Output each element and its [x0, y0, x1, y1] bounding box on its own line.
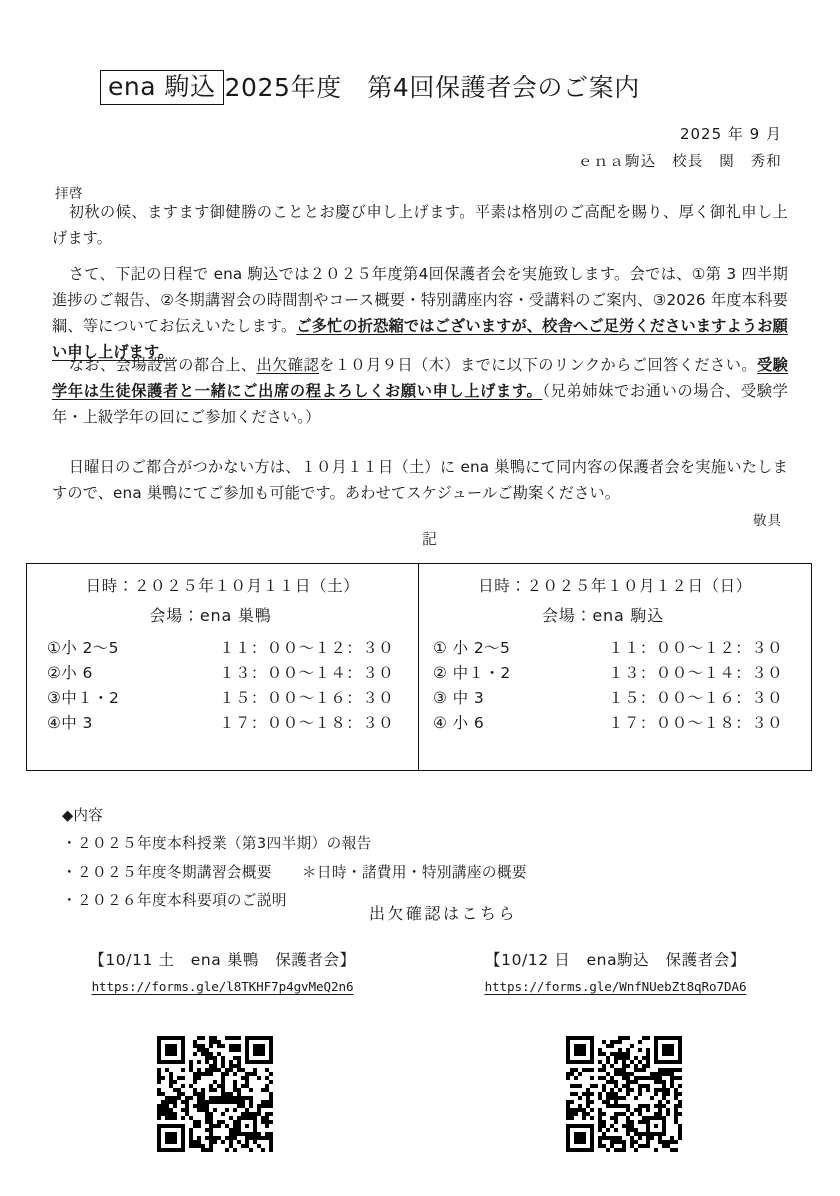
schedule-row-label: ③ 中 3	[433, 689, 485, 708]
schedule-row-label: ④中 3	[47, 714, 93, 733]
schedule-row-time: １５：００〜１６：３０	[608, 689, 783, 708]
document-date: 2025 年 9 月	[679, 125, 782, 143]
rsvp-text-part3: （兄弟姉妹でお通いの場合、受験学年・上級学年の回にご参加ください。）	[52, 382, 788, 427]
schedule-datetime-label: 日時：２０２５年１０月１２日（日）	[478, 577, 752, 595]
links-section	[26, 948, 812, 994]
schedule-row-time: １７：００〜１８：３０	[219, 714, 394, 733]
qr-code-icon-sugamo[interactable]	[157, 1036, 273, 1152]
schedule-row-label: ①小 2〜5	[47, 639, 119, 657]
main-text-emphasis: ご多忙の折恐縮ではございますが、校舎へご足労くださいますようお願い申し上げます。	[52, 317, 788, 362]
schedule-rows	[27, 636, 418, 736]
schedule-row-label: ② 中１・2	[433, 664, 511, 683]
link-title-sugamo: 【10/11 土 ena 巣鴨 保護者会】	[89, 951, 356, 969]
form-url-komagome[interactable]: https://forms.gle/WnfNUebZt8qRo7DA6	[484, 979, 747, 994]
schedule-row-time: １５：００〜１６：３０	[219, 689, 394, 708]
table-row	[431, 661, 793, 686]
list-item: ・２０２６年度本科要項のご説明	[62, 892, 287, 910]
main-text-part1: さて、下記の日程で ena 駒込では２０２５年度第4回保護者会を実施致します。会では、①第 3 四半期進捗のご報告、②冬期講習会の時間割やコース概要・特別講座内容・受講料のご案内、③2026 年度本科要綱、等についてお伝えいたします。	[52, 265, 788, 336]
list-item	[62, 859, 527, 887]
rsvp-text-part1: なお、会場設営の都合上、	[68, 356, 257, 374]
closing-word: 敬具	[753, 513, 782, 529]
table-row	[45, 686, 404, 711]
paragraph-greeting	[52, 199, 788, 251]
schedule-column-komagome	[419, 564, 811, 770]
contents-section	[62, 802, 527, 916]
link-column-sugamo	[26, 948, 419, 994]
attendance-instruction: 出欠確認はこちら	[368, 904, 517, 923]
qr-code-row	[26, 1036, 812, 1152]
greeting-text: 初秋の候、ますます御健勝のこととお慶び申し上げます。平素は格別のご高配を賜り、厚く御礼申し上げます。	[52, 203, 788, 248]
ena-komagome-logo: ena 駒込	[100, 70, 224, 105]
schedule-row-time: １７：００〜１８：３０	[608, 714, 783, 733]
schedule-row-time: １３：００〜１４：３０	[608, 664, 783, 683]
qr-cell-sugamo	[26, 1036, 417, 1152]
ki-mark: 記	[421, 530, 438, 548]
schedule-row-label: ④ 小 6	[433, 714, 485, 733]
contents-item-2-note: ＊日時・諸費用・特別講座の概要	[301, 863, 527, 881]
schedule-venue-label: 会場：ena 駒込	[541, 606, 665, 625]
link-title-komagome: 【10/12 日 ena駒込 保護者会】	[485, 951, 746, 969]
rsvp-paragraph-wrap	[52, 352, 788, 430]
schedule-rows	[419, 636, 811, 736]
main-paragraph-wrap	[52, 261, 788, 366]
list-item: ・２０２５年度本科授業（第3四半期）の報告	[62, 835, 372, 853]
rsvp-underline-attendance: 出欠確認	[256, 356, 320, 374]
qr-cell-komagome	[417, 1036, 812, 1152]
qr-code-icon-komagome[interactable]	[566, 1036, 682, 1152]
schedule-row-label: ②小 6	[47, 664, 93, 683]
contents-item-2-text: ・２０２５年度冬期講習会概要	[62, 863, 272, 881]
schedule-table	[26, 563, 812, 771]
rsvp-text-emphasis: 受験学年は生徒保護者と一緒にご出席の程よろしくお願い申し上げます。	[52, 356, 788, 401]
schedule-row-label: ① 小 2〜5	[433, 639, 511, 657]
schedule-venue-label: 会場：ena 巣鴨	[149, 606, 272, 625]
table-row	[431, 686, 793, 711]
schedule-row-label: ③中１・2	[47, 689, 120, 708]
table-row	[45, 636, 404, 661]
page-title: 2025年度 第4回保護者会のご案内	[224, 72, 640, 102]
table-row	[45, 711, 404, 736]
sunday-text: 日曜日のご都合がつかない方は、１０月１１日（土）に ena 巣鴨にて同内容の保護者会を実施いたしますので、ena 巣鴨にてご参加も可能です。あわせてスケジュールご勘案ください。	[52, 458, 788, 503]
rsvp-text-part2: を１０月９日（木）までに以下のリンクからご回答ください。	[319, 356, 757, 374]
paragraph-rsvp	[52, 352, 788, 430]
paragraph-main	[52, 261, 788, 366]
link-column-komagome	[419, 948, 812, 994]
table-row	[431, 636, 793, 661]
table-row	[431, 711, 793, 736]
paragraph-sunday-alternative	[52, 454, 788, 506]
table-row	[45, 661, 404, 686]
schedule-row-time: １１：００〜１２：３０	[219, 639, 394, 657]
form-url-sugamo[interactable]: https://forms.gle/l8TKHF7p4gvMeQ2n6	[91, 979, 354, 994]
schedule-row-time: １３：００〜１４：３０	[219, 664, 394, 683]
schedule-row-time: １１：００〜１２：３０	[608, 639, 783, 657]
salutation: 拝啓	[55, 186, 83, 202]
contents-heading: ◆内容	[62, 807, 104, 824]
document-signature: ｅｎａ駒込 校長 関 秀和	[577, 154, 782, 170]
schedule-datetime-label: 日時：２０２５年１０月１１日（土）	[85, 577, 360, 595]
schedule-column-sugamo	[27, 564, 419, 770]
title-row	[100, 70, 760, 105]
